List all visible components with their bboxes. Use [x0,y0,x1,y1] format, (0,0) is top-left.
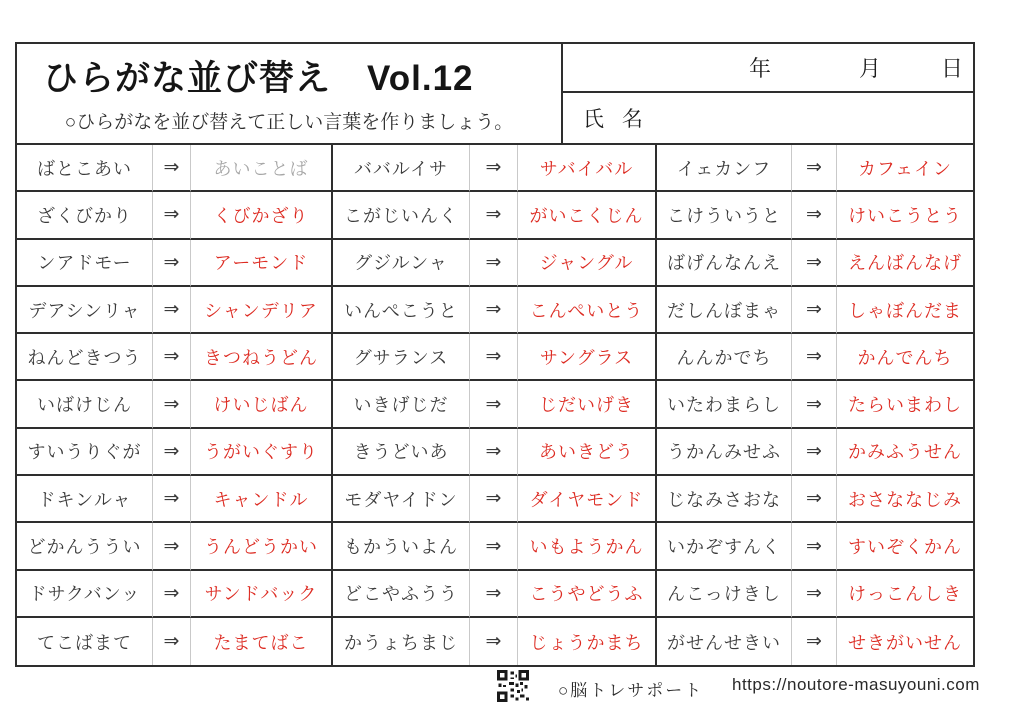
answer-word: カフェイン [837,145,973,192]
arrow-icon: ⇒ [153,618,191,665]
scrambled-word: ドキンルャ [17,476,153,523]
arrow-icon: ⇒ [153,145,191,192]
arrow-icon: ⇒ [792,476,837,523]
answer-word: じょうかまち [518,618,657,665]
scrambled-word: モダヤイドン [333,476,470,523]
answer-word: かみふうせん [837,429,973,476]
answer-word: けいじばん [191,381,333,428]
scrambled-word: こがじいんく [333,192,470,239]
answer-word: アーモンド [191,240,333,287]
arrow-icon: ⇒ [153,571,191,618]
puzzle-table [17,145,973,665]
answer-word: うがいぐすり [191,429,333,476]
instruction-text: ○ひらがなを並び替えて正しい言葉を作りましょう。 [64,112,514,133]
worksheet-footer [0,668,1024,714]
scrambled-word: こけういうと [657,192,792,239]
year-label: 年 [748,56,771,81]
date-fields [563,44,973,93]
arrow-icon: ⇒ [153,192,191,239]
site-url: https://noutore-masuyouni.com [732,675,980,694]
header-right [563,44,973,143]
month-label: 月 [858,56,881,81]
answer-word: いもようかん [518,523,657,570]
name-label: 氏 名 [583,108,649,131]
answer-word: ジャングル [518,240,657,287]
arrow-icon: ⇒ [470,523,518,570]
arrow-icon: ⇒ [470,571,518,618]
scrambled-word: ざくびかり [17,192,153,239]
arrow-icon: ⇒ [153,476,191,523]
arrow-icon: ⇒ [792,618,837,665]
arrow-icon: ⇒ [792,429,837,476]
arrow-icon: ⇒ [470,192,518,239]
scrambled-word: もかういよん [333,523,470,570]
answer-word: サンドバック [191,571,333,618]
arrow-icon: ⇒ [792,192,837,239]
answer-word: キャンドル [191,476,333,523]
arrow-icon: ⇒ [470,334,518,381]
arrow-icon: ⇒ [792,145,837,192]
scrambled-word: ドサクバンッ [17,571,153,618]
answer-word: くびかざり [191,192,333,239]
page-title: ひらがな並び替え Vol.12 [43,59,474,98]
day-label: 日 [940,56,963,81]
answer-word: サバイバル [518,145,657,192]
scrambled-word: ねんどきつう [17,334,153,381]
answer-word: たらいまわし [837,381,973,428]
arrow-icon: ⇒ [792,287,837,334]
answer-word-example: あいことば [191,145,333,192]
scrambled-word: がせんせきい [657,618,792,665]
answer-word: けいこうとう [837,192,973,239]
scrambled-word: かうょちまじ [333,618,470,665]
scrambled-word: いばけじん [17,381,153,428]
scrambled-word: うかんみせふ [657,429,792,476]
answer-word: うんどうかい [191,523,333,570]
scrambled-word: どこやふうう [333,571,470,618]
arrow-icon: ⇒ [470,381,518,428]
arrow-icon: ⇒ [470,240,518,287]
arrow-icon: ⇒ [470,145,518,192]
scrambled-word: どかんううい [17,523,153,570]
arrow-icon: ⇒ [153,334,191,381]
scrambled-word: ばとこあい [17,145,153,192]
scrambled-word: いんぺこうと [333,287,470,334]
answer-word: かんでんち [837,334,973,381]
arrow-icon: ⇒ [153,523,191,570]
answer-word: こんぺいとう [518,287,657,334]
answer-word: サングラス [518,334,657,381]
scrambled-word: ンアドモー [17,240,153,287]
qr-code-icon [497,670,529,702]
arrow-icon: ⇒ [470,429,518,476]
answer-word: えんばんなげ [837,240,973,287]
scrambled-word: じなみさおな [657,476,792,523]
answer-word: じだいげき [518,381,657,428]
worksheet-frame [15,42,975,667]
arrow-icon: ⇒ [792,334,837,381]
scrambled-word: ババルイサ [333,145,470,192]
answer-word: たまてばこ [191,618,333,665]
arrow-icon: ⇒ [153,429,191,476]
arrow-icon: ⇒ [153,240,191,287]
answer-word: ダイヤモンド [518,476,657,523]
arrow-icon: ⇒ [792,240,837,287]
scrambled-word: デアシンリャ [17,287,153,334]
scrambled-word: いたわまらし [657,381,792,428]
answer-word: すいぞくかん [837,523,973,570]
worksheet-header [17,44,973,145]
answer-word: きつねうどん [191,334,333,381]
title-cell [17,44,563,143]
scrambled-word: きうどいあ [333,429,470,476]
arrow-icon: ⇒ [470,287,518,334]
answer-word: あいきどう [518,429,657,476]
arrow-icon: ⇒ [470,476,518,523]
name-field [563,93,973,143]
arrow-icon: ⇒ [792,523,837,570]
scrambled-word: グサランス [333,334,470,381]
answer-word: がいこくじん [518,192,657,239]
arrow-icon: ⇒ [470,618,518,665]
scrambled-word: てこばまて [17,618,153,665]
arrow-icon: ⇒ [153,287,191,334]
answer-word: せきがいせん [848,632,962,653]
scrambled-word: すいうりぐが [17,429,153,476]
answer-word: おさななじみ [837,476,973,523]
site-name: ○脳トレサポート [558,681,704,700]
scrambled-word: いかぞすんく [657,523,792,570]
arrow-icon: ⇒ [792,381,837,428]
scrambled-word: ばげんなんえ [657,240,792,287]
answer-word: こうやどうふ [518,571,657,618]
scrambled-word: んんかでち [657,334,792,381]
scrambled-word: だしんぼまゃ [657,287,792,334]
answer-word: しゃぼんだま [837,287,973,334]
scrambled-word: いきげじだ [333,381,470,428]
answer-word: シャンデリア [191,287,333,334]
scrambled-word: イェカンフ [657,145,792,192]
scrambled-word: グジルンャ [333,240,470,287]
answer-word: けっこんしき [837,571,973,618]
arrow-icon: ⇒ [792,571,837,618]
scrambled-word: んこっけきし [657,571,792,618]
arrow-icon: ⇒ [153,381,191,428]
